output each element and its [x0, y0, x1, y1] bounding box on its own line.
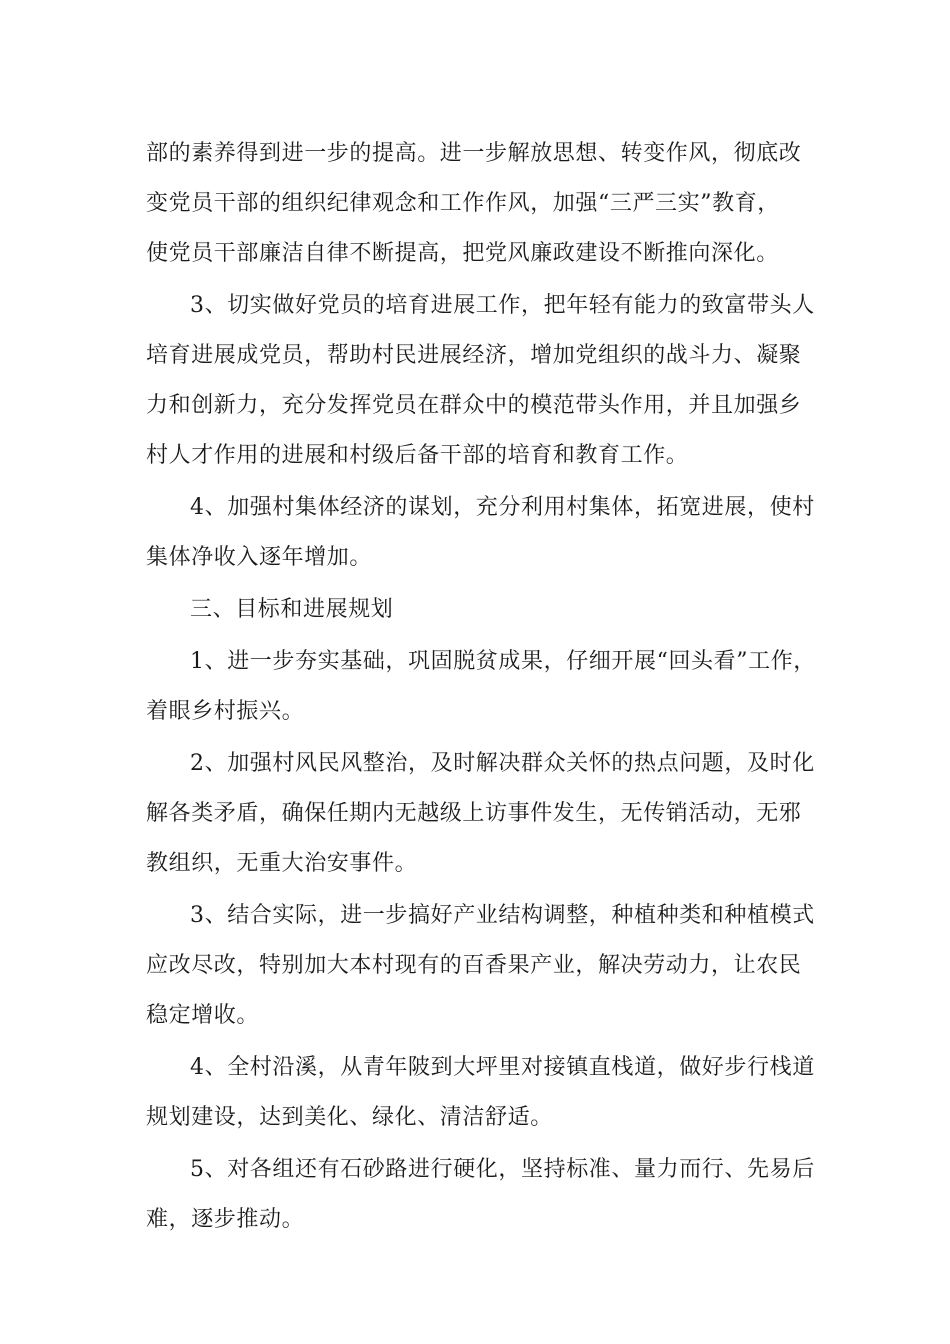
paragraph-goal-4: [146, 1043, 815, 1143]
text-line: 应改尽改，特别加大本村现有的百香果产业，解决劳动力，让农民: [146, 953, 802, 978]
text-line: 5、对各组还有石砂路进行硬化，坚持标准、量力而行、先易后: [190, 1157, 815, 1182]
text-line: 使党员干部廉洁自律不断提高，把党风廉政建设不断推向深化。: [146, 241, 779, 266]
text-line: 村人才作用的进展和村级后备干部的培育和教育工作。: [146, 443, 689, 468]
paragraph-goal-3: [146, 891, 815, 1041]
text-line: 2、加强村风民风整治，及时解决群众关怀的热点问题，及时化: [190, 751, 815, 776]
text-line: 力和创新力，充分发挥党员在群众中的模范带头作用，并且加强乡: [146, 393, 802, 418]
paragraph-item-4: [146, 483, 815, 583]
text-line: 1、进一步夯实基础，巩固脱贫成果，仔细开展“回头看”工作，: [190, 649, 816, 674]
text-line: 稳定增收。: [146, 1003, 260, 1028]
document-body: [146, 129, 816, 1247]
paragraph-heading-3: [146, 585, 810, 635]
text-line: 难，逐步推动。: [146, 1207, 305, 1232]
text-line: 3、切实做好党员的培育进展工作，把年轻有能力的致富带头人: [190, 293, 815, 318]
text-line: 规划建设，达到美化、绿化、清洁舒适。: [146, 1105, 553, 1130]
paragraph-goal-5: [146, 1145, 815, 1245]
text-line: 4、全村沿溪，从青年陂到大坪里对接镇直栈道，做好步行栈道: [190, 1055, 815, 1080]
paragraph-goal-1: [146, 637, 816, 737]
text-line: 解各类矛盾，确保任期内无越级上访事件发生，无传销活动，无邪: [146, 801, 802, 826]
text-line: 培育进展成党员，帮助村民进展经济，增加党组织的战斗力、凝聚: [146, 343, 802, 368]
text-line: 4、加强村集体经济的谋划，充分利用村集体，拓宽进展，使村: [190, 495, 815, 520]
text-line: 变党员干部的组织纪律观念和工作作风，加强“三严三实”教育，: [146, 191, 780, 216]
text-line: 着眼乡村振兴。: [146, 699, 305, 724]
text-line: 3、结合实际，进一步搞好产业结构调整，种植种类和种植模式: [190, 903, 815, 928]
paragraph-item-3: [146, 281, 815, 481]
paragraph-continuation: [146, 129, 810, 279]
text-line: 部的素养得到进一步的提高。进一步解放思想、转变作风，彻底改: [146, 141, 802, 166]
text-line: 三、目标和进展规划: [190, 597, 394, 622]
paragraph-goal-2: [146, 739, 815, 889]
text-line: 集体净收入逐年增加。: [146, 545, 373, 570]
text-line: 教组织，无重大治安事件。: [146, 851, 418, 876]
